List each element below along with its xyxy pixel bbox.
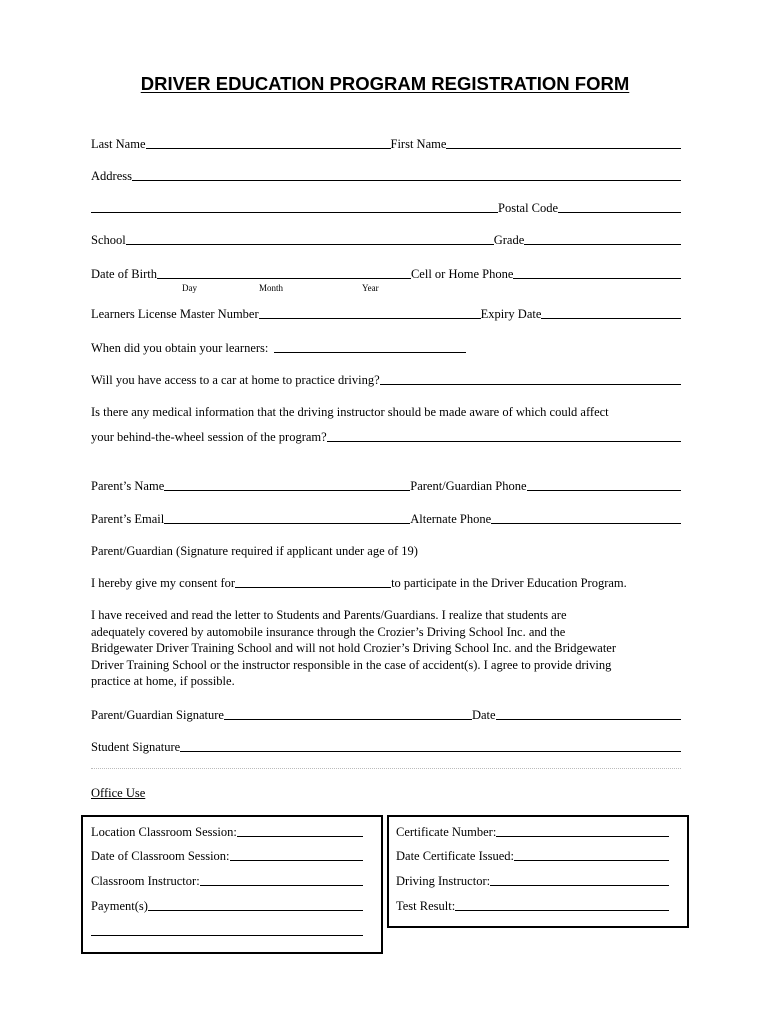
obtain-learners-field[interactable] bbox=[274, 351, 466, 353]
car-access-row bbox=[91, 370, 681, 388]
agreement-line: I have received and read the letter to Students and Parents/Guardians. I realize that students are bbox=[91, 608, 567, 622]
obtain-learners-row bbox=[91, 338, 491, 356]
certificate-number-field[interactable] bbox=[496, 835, 669, 837]
medical-row-2 bbox=[91, 427, 681, 445]
dob-field[interactable] bbox=[157, 277, 411, 279]
agreement-line: Bridgewater Driver Training School and will not hold Crozier’s Driving School Inc. and the Bridgewater bbox=[91, 641, 617, 655]
student-signature-label: Student Signature bbox=[91, 740, 181, 754]
first-name-label: First Name bbox=[390, 137, 447, 151]
medical-label-line2: your behind-the-wheel session of the program? bbox=[91, 430, 327, 444]
office-left-row bbox=[91, 896, 363, 914]
parent-signature-row bbox=[91, 705, 681, 723]
dob-row bbox=[91, 264, 681, 282]
test-result-field[interactable] bbox=[455, 909, 669, 911]
address-row bbox=[91, 166, 681, 184]
parent-signature-field[interactable] bbox=[224, 718, 472, 720]
grade-field[interactable] bbox=[524, 243, 681, 245]
payments-field-extra[interactable] bbox=[91, 934, 363, 936]
medical-field[interactable] bbox=[327, 440, 681, 442]
license-label: Learners License Master Number bbox=[91, 307, 259, 321]
office-use-row bbox=[91, 783, 681, 801]
address-line2-row bbox=[91, 198, 681, 216]
consent-prefix: I hereby give my consent for bbox=[91, 576, 236, 590]
dob-label: Date of Birth bbox=[91, 267, 157, 281]
certificate-date-field[interactable] bbox=[514, 859, 669, 861]
dob-year-caption: Year bbox=[362, 283, 379, 293]
license-field[interactable] bbox=[259, 317, 481, 319]
location-session-label: Location Classroom Session: bbox=[91, 825, 237, 839]
driving-instructor-label: Driving Instructor: bbox=[396, 874, 491, 888]
school-label: School bbox=[91, 233, 126, 247]
school-field[interactable] bbox=[126, 243, 494, 245]
agreement-paragraph bbox=[91, 607, 691, 690]
location-session-field[interactable] bbox=[237, 835, 363, 837]
certificate-date-label: Date Certificate Issued: bbox=[396, 849, 515, 863]
address-label: Address bbox=[91, 169, 132, 183]
dob-month-caption: Month bbox=[259, 283, 284, 293]
classroom-instructor-label: Classroom Instructor: bbox=[91, 874, 200, 888]
alternate-phone-label: Alternate Phone bbox=[410, 512, 492, 526]
parent-name-field[interactable] bbox=[164, 489, 410, 491]
signature-note: Parent/Guardian (Signature required if applicant under age of 19) bbox=[91, 544, 418, 558]
parent-email-row bbox=[91, 509, 681, 527]
obtain-learners-label: When did you obtain your learners: bbox=[91, 341, 269, 355]
parent-phone-field[interactable] bbox=[527, 489, 681, 491]
classroom-date-field[interactable] bbox=[230, 859, 363, 861]
parent-email-field[interactable] bbox=[164, 522, 410, 524]
office-right-row bbox=[396, 871, 669, 889]
parent-signature-label: Parent/Guardian Signature bbox=[91, 708, 224, 722]
parent-name-row bbox=[91, 476, 681, 494]
parent-name-label: Parent’s Name bbox=[91, 479, 165, 493]
student-signature-field[interactable] bbox=[180, 750, 681, 752]
expiry-label: Expiry Date bbox=[480, 307, 542, 321]
phone-field[interactable] bbox=[513, 277, 681, 279]
office-right-row bbox=[396, 822, 669, 840]
dob-day-caption: Day bbox=[182, 283, 197, 293]
car-access-label: Will you have access to a car at home to practice driving? bbox=[91, 373, 380, 387]
certificate-number-label: Certificate Number: bbox=[396, 825, 497, 839]
classroom-instructor-field[interactable] bbox=[200, 884, 363, 886]
page-title: DRIVER EDUCATION PROGRAM REGISTRATION FORM bbox=[140, 73, 630, 94]
phone-label: Cell or Home Phone bbox=[410, 267, 514, 281]
postal-code-label: Postal Code bbox=[498, 201, 559, 215]
consent-row bbox=[91, 573, 681, 591]
signature-note-row bbox=[91, 541, 681, 559]
address-line2-field[interactable] bbox=[91, 211, 498, 213]
last-name-field[interactable] bbox=[146, 147, 391, 149]
medical-label-line1: Is there any medical information that the driving instructor should be made aware of which could affect bbox=[91, 405, 609, 419]
parent-email-label: Parent’s Email bbox=[91, 512, 165, 526]
office-left-row bbox=[91, 822, 363, 840]
office-right-row bbox=[396, 846, 669, 864]
expiry-field[interactable] bbox=[541, 317, 681, 319]
test-result-label: Test Result: bbox=[396, 899, 456, 913]
agreement-line: practice at home, if possible. bbox=[91, 674, 235, 688]
grade-label: Grade bbox=[493, 233, 525, 247]
first-name-field[interactable] bbox=[446, 147, 681, 149]
office-left-row bbox=[91, 921, 363, 939]
office-right-row bbox=[396, 896, 669, 914]
agreement-line: Driver Training School or the instructor responsible in the case of accident(s). I agree to provide driving bbox=[91, 657, 612, 672]
driving-instructor-field[interactable] bbox=[490, 884, 669, 886]
divider bbox=[91, 768, 681, 769]
license-row bbox=[91, 304, 681, 322]
parent-phone-label: Parent/Guardian Phone bbox=[410, 479, 527, 493]
school-row bbox=[91, 230, 681, 248]
consent-name-field[interactable] bbox=[235, 586, 391, 588]
payments-label: Payment(s) bbox=[91, 899, 148, 913]
office-left-row bbox=[91, 871, 363, 889]
last-name-label: Last Name bbox=[91, 137, 146, 151]
office-use-heading: Office Use bbox=[91, 786, 146, 800]
postal-code-field[interactable] bbox=[558, 211, 681, 213]
date-field[interactable] bbox=[496, 718, 681, 720]
name-row bbox=[91, 134, 681, 152]
classroom-date-label: Date of Classroom Session: bbox=[91, 849, 230, 863]
consent-suffix: to participate in the Driver Education Program. bbox=[391, 576, 627, 590]
alternate-phone-field[interactable] bbox=[491, 522, 681, 524]
office-left-row bbox=[91, 846, 363, 864]
car-access-field[interactable] bbox=[380, 383, 681, 385]
agreement-line: adequately covered by automobile insurance through the Crozier’s Driving School Inc. and the bbox=[91, 624, 566, 639]
medical-row-1 bbox=[91, 402, 681, 420]
payments-field[interactable] bbox=[148, 909, 363, 911]
date-label: Date bbox=[471, 708, 496, 722]
address-field[interactable] bbox=[132, 179, 681, 181]
student-signature-row bbox=[91, 737, 681, 755]
